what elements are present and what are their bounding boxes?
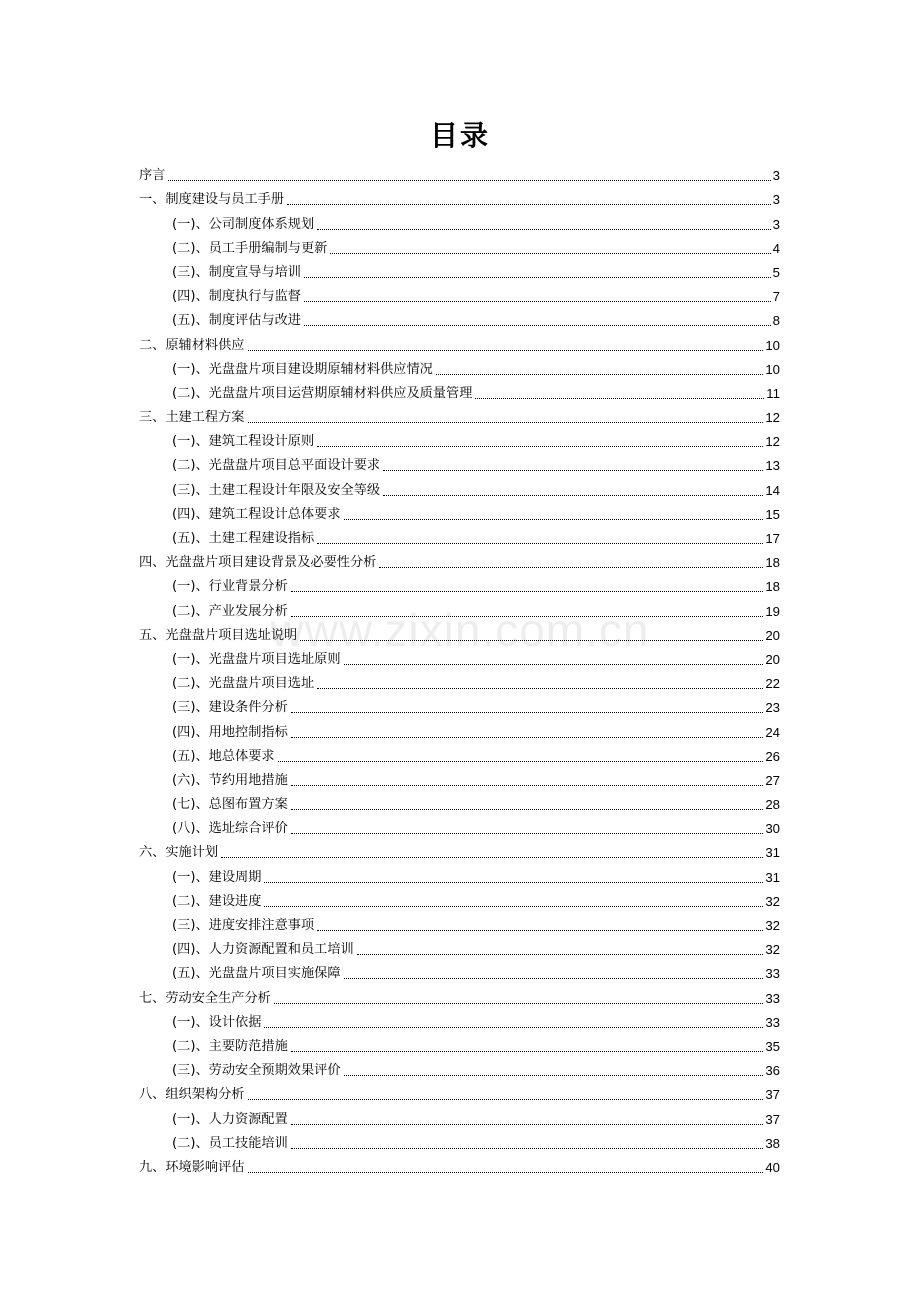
toc-dot-leader	[330, 253, 770, 254]
toc-dot-leader	[317, 446, 763, 447]
toc-entry-label: (五)、光盘盘片项目实施保障	[172, 966, 341, 982]
toc-entry-page-number: 4	[772, 240, 780, 256]
toc-dot-leader	[291, 616, 764, 617]
toc-entry-page-number: 36	[765, 1063, 780, 1079]
toc-entry-label: 二、原辅材料供应	[139, 337, 245, 353]
toc-dot-leader	[291, 737, 764, 738]
toc-entry[interactable]	[139, 1104, 780, 1128]
toc-entry[interactable]	[139, 959, 780, 983]
toc-entry[interactable]	[139, 911, 780, 935]
toc-entry-page-number: 12	[765, 434, 780, 450]
toc-dot-leader	[379, 567, 763, 568]
toc-dot-leader	[300, 640, 763, 641]
toc-entry-label: 八、组织架构分析	[139, 1087, 245, 1103]
toc-dot-leader	[291, 1051, 764, 1052]
toc-entry-label: (一)、公司制度体系规划	[172, 216, 315, 232]
toc-dot-leader	[291, 809, 764, 810]
toc-entry[interactable]	[139, 451, 780, 475]
toc-dot-leader	[317, 688, 763, 689]
toc-entry-page-number: 14	[765, 482, 780, 498]
toc-entry[interactable]	[139, 742, 780, 766]
toc-entry[interactable]	[139, 355, 780, 379]
toc-dot-leader	[264, 882, 763, 883]
toc-entry[interactable]	[139, 814, 780, 838]
toc-entry-page-number: 7	[772, 289, 780, 305]
toc-entry-label: (一)、人力资源配置	[172, 1111, 288, 1127]
toc-entry-page-number: 20	[765, 627, 780, 643]
toc-entry-page-number: 33	[765, 1014, 780, 1030]
toc-entry[interactable]	[139, 1129, 780, 1153]
toc-entry-page-number: 18	[765, 579, 780, 595]
toc-dot-leader	[436, 374, 763, 375]
toc-entry-label: (二)、建设进度	[172, 893, 262, 909]
toc-entry-page-number: 32	[765, 893, 780, 909]
toc-entry-page-number: 18	[765, 555, 780, 571]
toc-entry-label: (一)、行业背景分析	[172, 579, 288, 595]
toc-dot-leader	[475, 398, 764, 399]
toc-entry-page-number: 33	[765, 966, 780, 982]
toc-entry-label: (四)、建筑工程设计总体要求	[172, 506, 341, 522]
toc-dot-leader	[248, 1172, 764, 1173]
toc-entry-page-number: 28	[765, 797, 780, 813]
toc-dot-leader	[248, 1099, 764, 1100]
toc-entry[interactable]	[139, 790, 780, 814]
toc-entry[interactable]	[139, 766, 780, 790]
toc-entry[interactable]	[139, 983, 780, 1007]
toc-entry[interactable]	[139, 209, 780, 233]
toc-entry-label: (三)、制度宣导与培训	[172, 264, 301, 280]
toc-entry-page-number: 40	[765, 1159, 780, 1175]
toc-entry-page-number: 32	[765, 918, 780, 933]
toc-entry-page-number: 10	[765, 361, 780, 377]
toc-entry-page-number: 3	[772, 216, 780, 232]
toc-entry-label: (三)、进度安排注意事项	[172, 918, 315, 933]
toc-entry-label: (八)、选址综合评价	[172, 821, 288, 837]
toc-entry-page-number: 31	[765, 869, 780, 885]
toc-dot-leader	[291, 1148, 764, 1149]
toc-entry-label: (六)、节约用地措施	[172, 772, 288, 788]
toc-entry-label: (四)、人力资源配置和员工培训	[172, 942, 354, 958]
toc-entry-page-number: 3	[772, 168, 780, 184]
toc-entry[interactable]	[139, 524, 780, 548]
toc-entry-page-number: 5	[772, 264, 780, 280]
toc-entry[interactable]	[139, 1153, 780, 1177]
toc-dot-leader	[344, 664, 764, 665]
toc-entry[interactable]	[139, 306, 780, 330]
toc-entry-page-number: 13	[765, 458, 780, 474]
toc-dot-leader	[291, 785, 764, 786]
toc-entry-page-number: 19	[765, 603, 780, 619]
toc-dot-leader	[383, 495, 763, 496]
toc-entry-page-number: 12	[765, 410, 780, 426]
toc-entry-label: (三)、建设条件分析	[172, 700, 288, 716]
watermark: www.zixin.com.cn	[270, 604, 650, 656]
toc-entry-label: (五)、地总体要求	[172, 748, 275, 764]
toc-dot-leader	[317, 229, 770, 230]
toc-entry-page-number: 24	[765, 724, 780, 740]
toc-entry-label: (四)、制度执行与监督	[172, 289, 301, 305]
toc-entry-page-number: 33	[765, 990, 780, 1006]
toc-entry-label: (三)、土建工程设计年限及安全等级	[172, 482, 381, 498]
toc-entry[interactable]	[139, 621, 780, 645]
toc-entry[interactable]	[139, 693, 780, 717]
toc-dot-leader	[357, 954, 764, 955]
toc-entry-page-number: 15	[765, 506, 780, 522]
toc-entry[interactable]	[139, 838, 780, 862]
toc-entry[interactable]	[139, 887, 780, 911]
toc-entry[interactable]	[139, 1056, 780, 1080]
toc-dot-leader	[287, 204, 771, 205]
toc-entry-page-number: 32	[765, 942, 780, 958]
toc-entry[interactable]	[139, 500, 780, 524]
toc-dot-leader	[383, 470, 763, 471]
toc-entry-page-number: 26	[765, 748, 780, 764]
toc-entry-page-number: 37	[765, 1111, 780, 1127]
toc-entry-page-number: 11	[766, 385, 780, 401]
toc-entry-page-number: 27	[765, 772, 780, 788]
toc-entry-label: (一)、建筑工程设计原则	[172, 434, 315, 450]
toc-entry-page-number: 35	[765, 1038, 780, 1054]
toc-entry[interactable]	[139, 234, 780, 258]
toc-dot-leader	[274, 1003, 763, 1004]
toc-entry[interactable]	[139, 475, 780, 499]
toc-entry-label: (二)、员工手册编制与更新	[172, 240, 328, 256]
toc-dot-leader	[264, 1027, 763, 1028]
toc-entry-label: (三)、劳动安全预期效果评价	[172, 1063, 341, 1079]
toc-dot-leader	[291, 712, 764, 713]
toc-entry-label: (四)、用地控制指标	[172, 724, 288, 740]
toc-entry-page-number: 20	[765, 651, 780, 667]
toc-dot-leader	[291, 833, 764, 834]
toc-entry-label: 一、制度建设与员工手册	[139, 192, 285, 208]
toc-entry[interactable]	[139, 427, 780, 451]
toc-entry-label: 三、土建工程方案	[139, 410, 245, 426]
toc-entry[interactable]	[139, 572, 780, 596]
table-of-contents	[139, 161, 780, 1177]
toc-entry-label: (一)、建设周期	[172, 869, 262, 885]
toc-entry-label: (一)、光盘盘片项目建设期原辅材料供应情况	[172, 361, 433, 377]
toc-dot-leader	[291, 591, 764, 592]
toc-dot-leader	[304, 301, 771, 302]
toc-entry-page-number: 37	[765, 1087, 780, 1103]
toc-entry[interactable]	[139, 596, 780, 620]
toc-entry-label: (五)、制度评估与改进	[172, 313, 301, 329]
toc-entry-page-number: 23	[765, 700, 780, 716]
toc-entry[interactable]	[139, 1032, 780, 1056]
toc-entry[interactable]	[139, 161, 780, 185]
toc-entry[interactable]	[139, 282, 780, 306]
toc-dot-leader	[264, 906, 763, 907]
toc-entry-label: 九、环境影响评估	[139, 1159, 245, 1175]
toc-entry-label: (二)、光盘盘片项目选址	[172, 676, 315, 692]
toc-dot-leader	[317, 930, 763, 931]
toc-entry-label: (一)、光盘盘片项目选址原则	[172, 651, 341, 667]
toc-entry-page-number: 10	[765, 337, 780, 353]
toc-entry-label: (一)、设计依据	[172, 1014, 262, 1030]
toc-dot-leader	[248, 422, 764, 423]
toc-dot-leader	[278, 761, 764, 762]
toc-dot-leader	[291, 1124, 764, 1125]
toc-entry-label: (七)、总图布置方案	[172, 797, 288, 813]
toc-entry[interactable]	[139, 330, 780, 354]
toc-entry-page-number: 31	[765, 845, 780, 861]
toc-entry-page-number: 38	[765, 1135, 780, 1151]
toc-entry-label: 六、实施计划	[139, 845, 219, 861]
toc-dot-leader	[168, 180, 770, 181]
toc-entry[interactable]	[139, 862, 780, 886]
toc-entry-label: (二)、产业发展分析	[172, 603, 288, 619]
toc-entry[interactable]	[139, 669, 780, 693]
toc-entry-label: (二)、光盘盘片项目总平面设计要求	[172, 458, 381, 474]
toc-dot-leader	[248, 350, 764, 351]
toc-entry-label: (五)、土建工程建设指标	[172, 531, 315, 546]
toc-entry-page-number: 3	[772, 192, 780, 208]
toc-dot-leader	[317, 543, 763, 544]
toc-entry[interactable]	[139, 548, 780, 572]
toc-entry-label: 序言	[139, 168, 166, 184]
page-title: 目录	[429, 119, 490, 152]
toc-entry[interactable]	[139, 935, 780, 959]
toc-dot-leader	[344, 978, 764, 979]
toc-entry-page-number: 8	[772, 313, 780, 329]
toc-entry[interactable]	[139, 1080, 780, 1104]
toc-entry[interactable]	[139, 717, 780, 741]
toc-entry[interactable]	[139, 403, 780, 427]
toc-entry-page-number: 30	[765, 821, 780, 837]
toc-dot-leader	[344, 519, 764, 520]
toc-entry-label: (二)、光盘盘片项目运营期原辅材料供应及质量管理	[172, 385, 473, 401]
toc-entry[interactable]	[139, 258, 780, 282]
toc-dot-leader	[304, 277, 771, 278]
toc-entry[interactable]	[139, 645, 780, 669]
toc-entry-label: (二)、主要防范措施	[172, 1038, 288, 1054]
toc-entry[interactable]	[139, 379, 780, 403]
toc-entry[interactable]	[139, 1008, 780, 1032]
toc-dot-leader	[344, 1075, 764, 1076]
toc-entry-page-number: 22	[765, 676, 780, 692]
toc-entry[interactable]	[139, 185, 780, 209]
toc-dot-leader	[304, 325, 771, 326]
toc-entry-label: (二)、员工技能培训	[172, 1135, 288, 1151]
toc-dot-leader	[221, 857, 763, 858]
toc-entry-page-number: 17	[765, 531, 780, 546]
toc-entry-label: 五、光盘盘片项目选址说明	[139, 627, 298, 643]
toc-entry-label: 七、劳动安全生产分析	[139, 990, 271, 1006]
toc-entry-label: 四、光盘盘片项目建设背景及必要性分析	[139, 555, 377, 571]
